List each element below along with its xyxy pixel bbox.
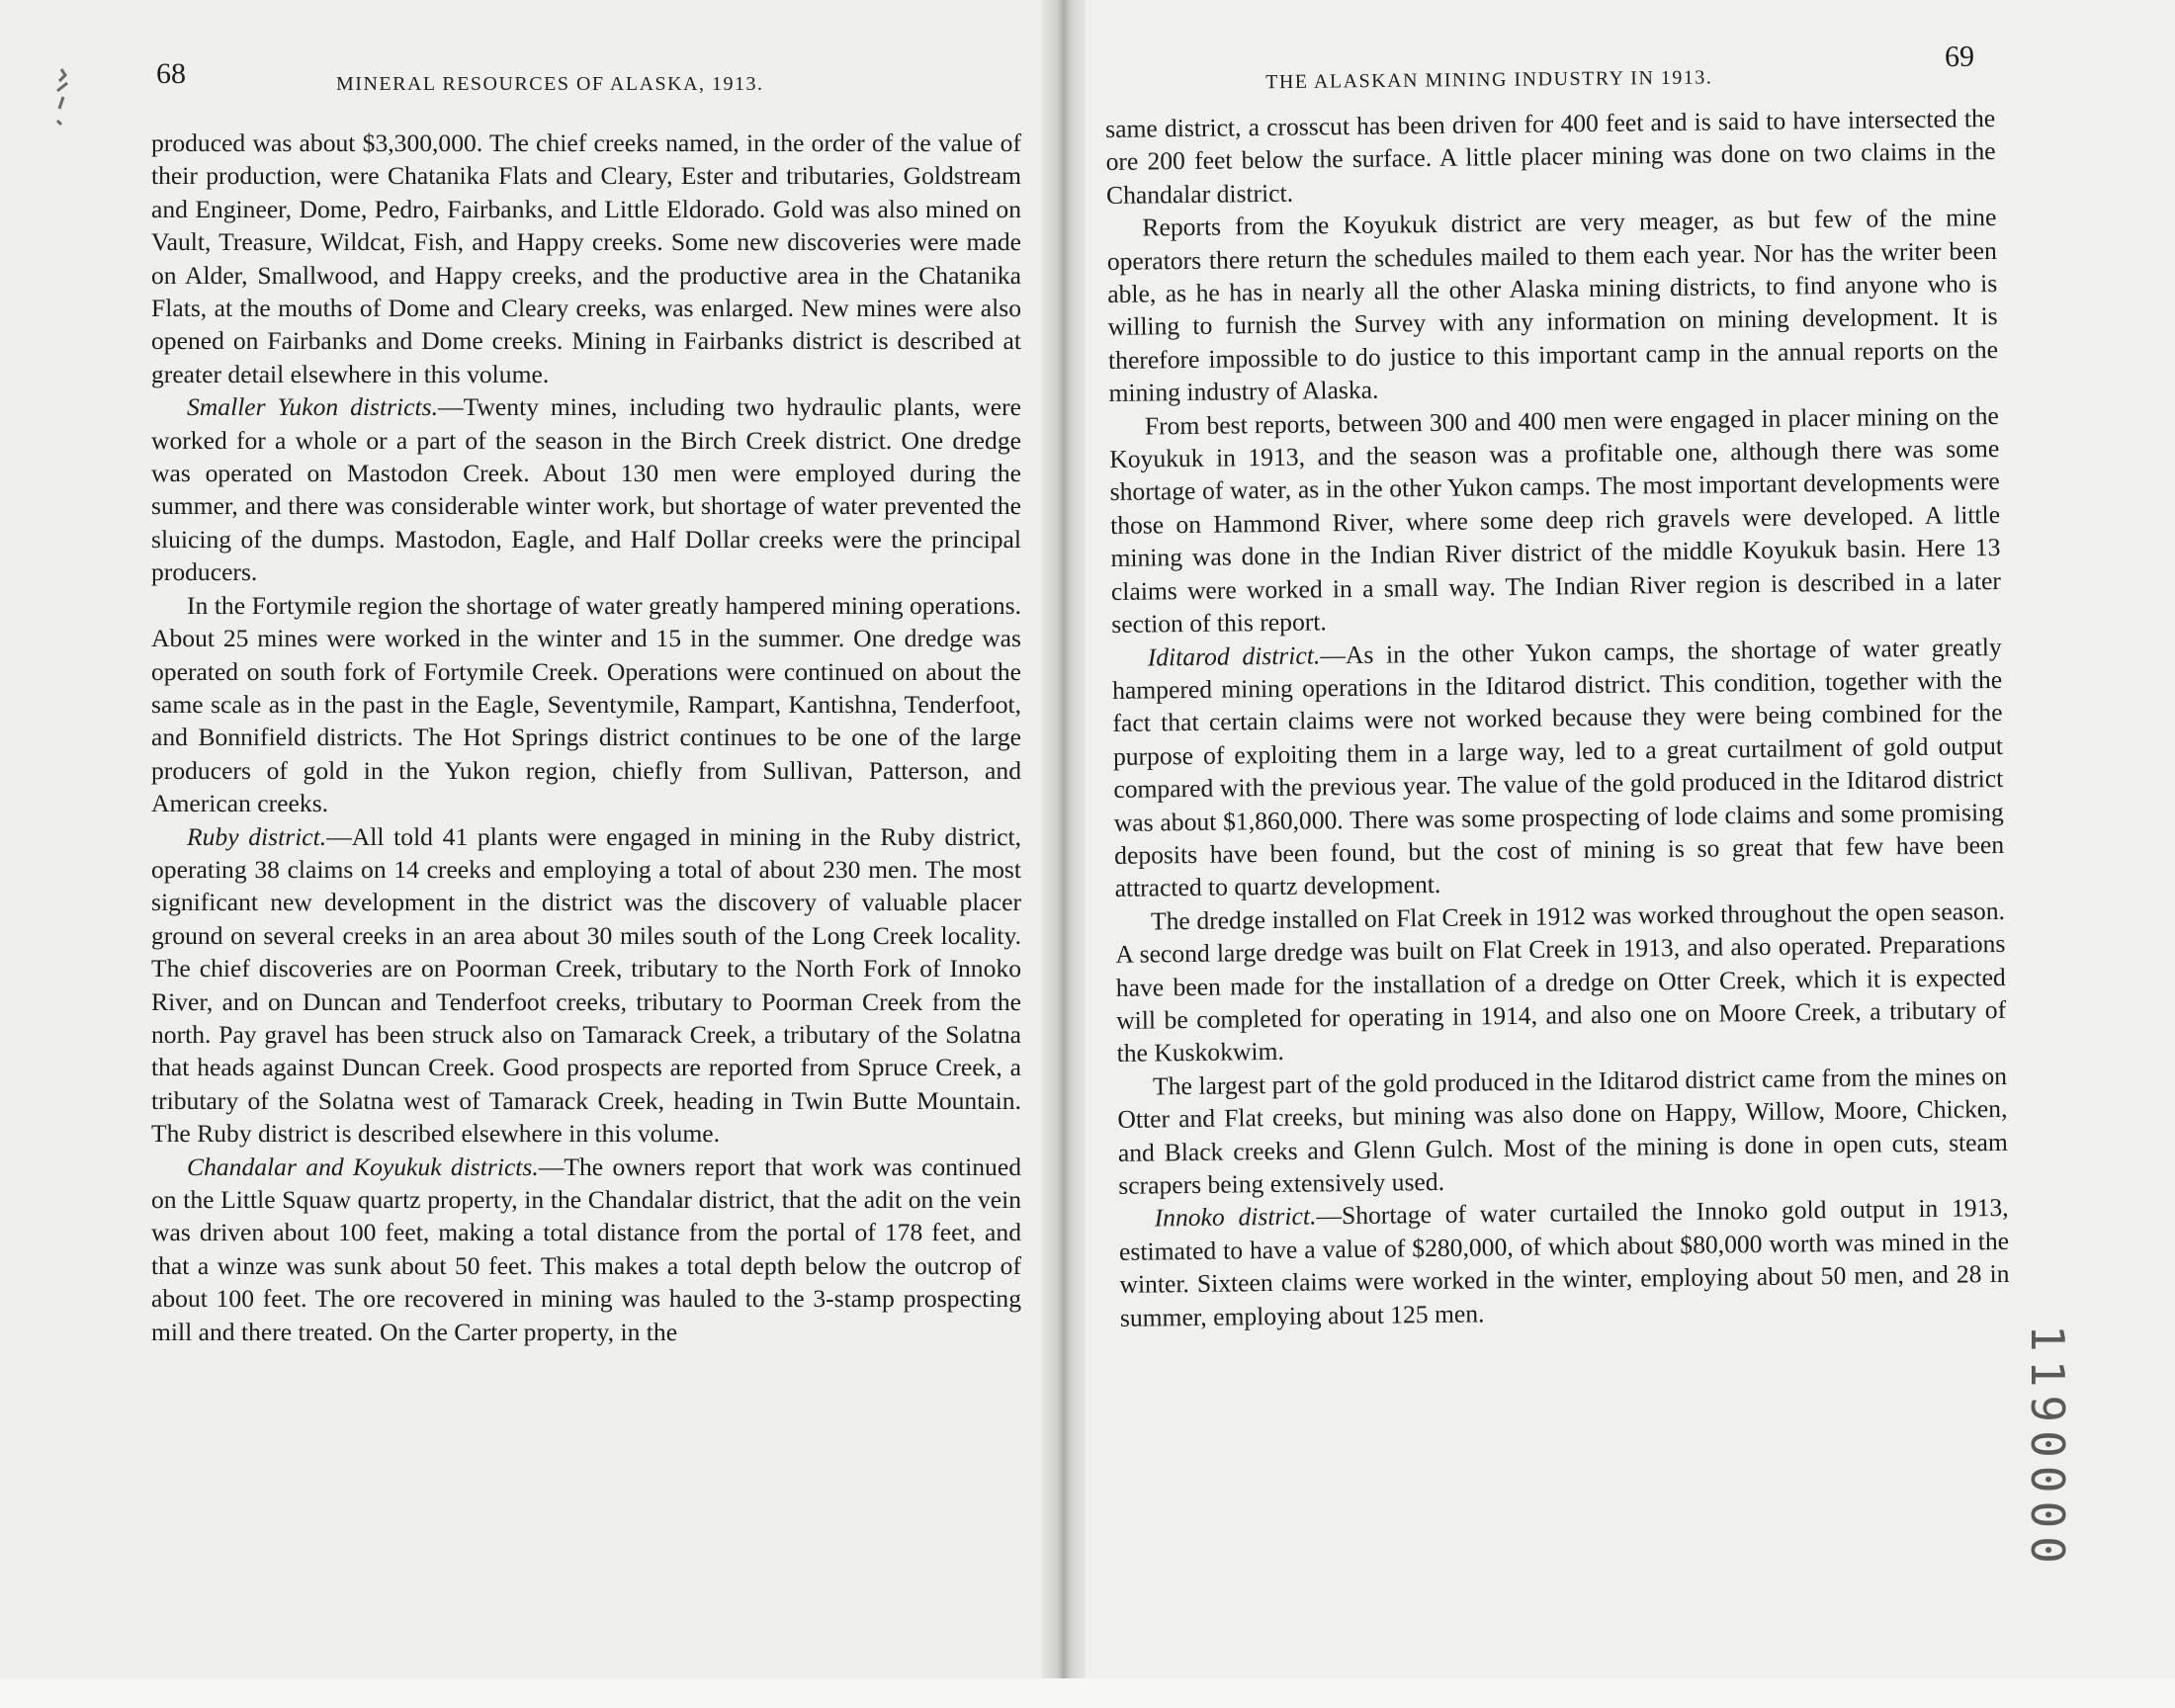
- paragraph-lead: Innoko district.: [1154, 1201, 1317, 1233]
- paragraph: same district, a crosscut has been driven for 400 feet and is said to have intersected the ore 200 feet below the surface. A little placer mining was done on two claims in the Chandalar district.: [1105, 104, 1996, 210]
- paragraph: Ruby district.—All told 41 plants were engaged in mining in the Ruby district, operating 38 claims on 14 creeks and employing a total of about 230 men. The most significant new development in the district was the discovery of valuable placer ground on several creeks in an area about 30 miles south of the Long Creek locality. The chief discoveries are on Poorman Creek, tributary to the North Fork of Innoko River, and on Duncan and Tenderfoot creeks, tributary to Poorman Creek from the north. Pay gravel has been struck also on Tamarack Creek, a tributary of the Solatna that heads against Duncan Creek. Good prospects are reported from Spruce Creek, a tributary of the Solatna west of Tamarack Creek, heading in Twin Butte Mountain. The Ruby district is described elsewhere in this volume.: [151, 821, 1022, 1149]
- paragraph-lead: Chandalar and Koyukuk districts.: [187, 1152, 539, 1181]
- paragraph: Chandalar and Koyukuk districts.—The owners report that work was continued on the Little Squaw quartz property, in the Chandalar district, that the adit on the vein was driven about 100 feet, making a total distance from the portal of 178 feet, and that a winze was sunk about 50 feet. This makes a total depth below the outcrop of about 100 feet. The ore recovered in mining was hauled to the 3-stamp prospecting mill and there treated. On the Carter property, in the: [151, 1152, 1021, 1346]
- right-page-number: 69: [1944, 40, 1975, 74]
- paragraph-lead: Ruby district.: [187, 821, 327, 851]
- margin-smudge-icon: [40, 61, 79, 150]
- left-page-number: 68: [156, 57, 186, 90]
- paragraph: Reports from the Koyukuk district are very meager, as but few of the mine operators there return the schedules mailed to them each year. Nor has the writer been able, as he has in nearly all the other Alaska mining districts, to find anyone who is willing to furnish the Survey with any information on mining development. It is therefore impossible to do justice to this important camp in the annual reports on the mining industry of Alaska.: [1106, 203, 1999, 408]
- right-running-title: THE ALASKAN MINING INDUSTRY IN 1913.: [1265, 66, 1713, 94]
- archive-stamp-number: 1190000: [2021, 1324, 2074, 1572]
- left-page-header: [148, 57, 1038, 107]
- paragraph-lead: Smaller Yukon districts.: [187, 392, 438, 422]
- book-gutter: [1042, 0, 1086, 1708]
- left-running-title: MINERAL RESOURCES OF ALASKA, 1913.: [336, 73, 764, 95]
- paragraph: The dredge installed on Flat Creek in 1912 was worked throughout the open season. A second large dredge was built on Flat Creek in 1913, and also operated. Preparations have been made for the installation of a dredge on Otter Creek, which it is expected will be completed for operating in 1914, and also one on Moore Creek, a tributary of the Kuskokwim.: [1115, 896, 2007, 1068]
- left-page-body: [151, 127, 1021, 1348]
- paragraph: In the Fortymile region the shortage of water greatly hampered mining operations. About 25 mines were worked in the winter and 15 in the summer. One dredge was operated on south fork of Fortymile Creek. Operations were continued on about the same scale as in the past in the Eagle, Seventymile, Rampart, Kantishna, Tenderfoot, and Bonnifield districts. The Hot Springs district continues to be one of the large producers of gold in the Yukon region, chiefly from Sullivan, Patterson, and American creeks.: [151, 590, 1021, 818]
- paragraph: Iditarod district.—As in the other Yukon camps, the shortage of water greatly hampered mining operations in the Iditarod district. This condition, together with the fact that certain claims were not worked because they were being combined for the purpose of exploiting them in a large way, led to a great curtailment of gold output compared with the previous year. The value of the gold produced in the Iditarod district was about $1,860,000. There was some prospecting of lode claims and some promising deposits have been found, but the cost of mining is so great that few have been attracted to quartz development.: [1111, 632, 2005, 903]
- right-page-body: [1105, 102, 2010, 1334]
- paragraph: Smaller Yukon districts.—Twenty mines, including two hydraulic plants, were worked for a whole or a part of the season in the Birch Creek district. One dredge was operated on Mastodon Creek. About 130 men were employed during the summer, and there was considerable winter work, but shortage of water prevented the sluicing of the dumps. Mastodon, Eagle, and Half Dollar creeks were the principal producers.: [151, 392, 1022, 587]
- paragraph: produced was about $3,300,000. The chief creeks named, in the order of the value of their production, were Chatanika Flats and Cleary, Ester and tributaries, Goldstream and Engineer, Dome, Pedro, Fairbanks, and Little Eldorado. Gold was also mined on Vault, Treasure, Wildcat, Fish, and Happy creeks. Some new discoveries were made on Alder, Smallwood, and Happy creeks, and the productive area in the Chatanika Flats, at the mouths of Dome and Cleary creeks, was enlarged. New mines were also opened on Fairbanks and Dome creeks. Mining in Fairbanks district is described at greater detail elsewhere in this volume.: [151, 128, 1021, 388]
- bottom-edge: [0, 1678, 2175, 1708]
- paragraph: Innoko district.—Shortage of water curtailed the Innoko gold output in 1913, estimated to have a value of $280,000, of which about $80,000 worth was mined in the winter. Sixteen claims were worked in the winter, employing about 50 men, and 28 in summer, employing about 125 men.: [1118, 1193, 2010, 1332]
- paragraph: From best reports, between 300 and 400 men were engaged in placer mining on the Koyukuk in 1913, and the season was a profitable one, although there was some shortage of water, as in the other Yukon camps. The most important developments were those on Hammond River, where some deep rich gravels were developed. A little mining was done in the Indian River district of the middle Koyukuk basin. Here 13 claims were worked in a small way. The Indian River region is described in a later section of this report.: [1109, 400, 2002, 640]
- paragraph-lead: Iditarod district.: [1147, 640, 1321, 672]
- paragraph: The largest part of the gold produced in the Iditarod district came from the mines on Otter and Flat creeks, but mining was also done on Happy, Willow, Moore, Chicken, and Black creeks and Glenn Gulch. Most of the mining is done in open cuts, steam scrapers being extensively used.: [1117, 1061, 2008, 1200]
